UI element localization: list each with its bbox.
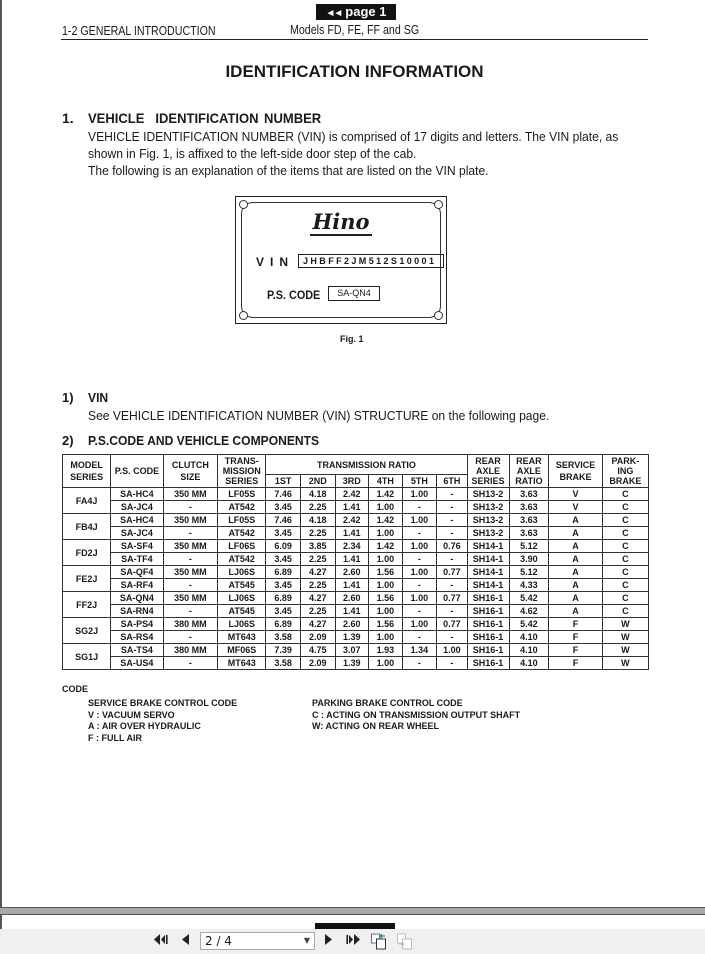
table-row (63, 631, 649, 644)
previous-view-button[interactable] (370, 933, 388, 950)
cell-ratio-2nd: 2.25 (300, 501, 335, 514)
legend-item: F : FULL AIR (88, 732, 142, 743)
cell-service-brake: V (549, 488, 602, 501)
cell-model-series: FF2J (63, 592, 111, 618)
vin-label: VIN (256, 255, 295, 269)
cell-ps-code: SA-US4 (111, 657, 163, 670)
cell-rear-axle-ratio: 3.63 (509, 514, 549, 527)
cell-service-brake: A (549, 540, 602, 553)
cell-ratio-5th: 1.00 (402, 566, 437, 579)
cell-ps-code: SA-HC4 (111, 514, 163, 527)
cell-ratio-3rd: 1.39 (335, 657, 369, 670)
cell-ps-code: SA-RS4 (111, 631, 163, 644)
cell-clutch-size: - (163, 553, 218, 566)
cell-transmission-series: AT542 (218, 501, 266, 514)
cell-parking-brake: W (602, 657, 648, 670)
table-row (63, 566, 649, 579)
cell-ps-code: SA-TS4 (111, 644, 163, 657)
cell-rear-axle-ratio: 5.12 (509, 566, 549, 579)
cell-ratio-6th: - (437, 605, 467, 618)
vin-value: JHBFF2JM512S10001 (298, 254, 444, 268)
cell-parking-brake: W (602, 644, 648, 657)
cell-ratio-6th: 0.76 (437, 540, 467, 553)
cell-ratio-6th: - (437, 579, 467, 592)
legend-item: W: ACTING ON REAR WHEEL (312, 721, 439, 731)
table-row (63, 514, 649, 527)
page-title: IDENTIFICATION INFORMATION (225, 62, 484, 81)
page-link-badge[interactable] (316, 4, 396, 20)
cell-ratio-1st: 3.58 (266, 631, 301, 644)
cell-rear-axle-series: SH16-1 (467, 631, 509, 644)
cell-rear-axle-series: SH16-1 (467, 592, 509, 605)
back-arrows-icon: ◄◄ (325, 8, 342, 19)
cell-ratio-4th: 1.00 (369, 527, 403, 540)
cell-service-brake: F (549, 657, 602, 670)
cell-transmission-series: LF06S (218, 540, 266, 553)
cell-ratio-5th: 1.00 (402, 488, 437, 501)
cell-ratio-6th: - (437, 631, 467, 644)
cell-model-series: FA4J (63, 488, 111, 514)
legend-item: A : AIR OVER HYDRAULIC (88, 721, 201, 731)
previous-view-icon (371, 933, 387, 950)
cell-ratio-3rd: 1.41 (335, 501, 369, 514)
cell-rear-axle-ratio: 3.63 (509, 488, 549, 501)
screw-hole-icon (434, 200, 443, 209)
table-row (63, 579, 649, 592)
cell-ratio-2nd: 4.27 (300, 566, 335, 579)
header-transmission-series: TRANS- MISSION SERIES (218, 455, 266, 488)
cell-ratio-1st: 6.89 (266, 618, 301, 631)
last-page-icon (346, 933, 360, 946)
cell-ratio-4th: 1.00 (369, 605, 403, 618)
cell-service-brake: F (549, 631, 602, 644)
legend-heading: SERVICE BRAKE CONTROL CODE (88, 698, 238, 708)
section-heading: VEHICLE IDENTIFICATION NUMBER (88, 110, 322, 126)
models-header: Models FD, FE, FF and SG (290, 22, 420, 37)
cell-rear-axle-ratio: 4.10 (509, 644, 549, 657)
cell-ratio-3rd: 1.41 (335, 553, 369, 566)
cell-ratio-5th: - (402, 501, 437, 514)
header-model-series: MODEL SERIES (63, 455, 111, 488)
cell-ratio-4th: 1.42 (369, 488, 403, 501)
cell-ratio-4th: 1.42 (369, 514, 403, 527)
cell-service-brake: A (549, 527, 602, 540)
cell-clutch-size: - (163, 631, 218, 644)
cell-rear-axle-ratio: 4.33 (509, 579, 549, 592)
components-table (62, 454, 649, 670)
header-rear-axle-ratio: REAR AXLE RATIO (509, 455, 549, 488)
cell-ratio-1st: 3.58 (266, 657, 301, 670)
table-row (63, 553, 649, 566)
header-gear: 1ST (266, 475, 301, 488)
first-page-button[interactable] (152, 933, 170, 950)
section-header: 1-2 GENERAL INTRODUCTION (62, 23, 216, 38)
cell-ratio-6th: 0.77 (437, 566, 467, 579)
cell-ratio-5th: - (402, 527, 437, 540)
table-row (63, 644, 649, 657)
cell-ratio-4th: 1.00 (369, 657, 403, 670)
cell-ps-code: SA-JC4 (111, 501, 163, 514)
cell-service-brake: F (549, 644, 602, 657)
cell-rear-axle-ratio: 4.10 (509, 631, 549, 644)
subsection-number: 1) (62, 390, 74, 405)
cell-ratio-4th: 1.00 (369, 501, 403, 514)
table-row (63, 592, 649, 605)
cell-ps-code: SA-TF4 (111, 553, 163, 566)
cell-ps-code: SA-PS4 (111, 618, 163, 631)
cell-service-brake: A (549, 605, 602, 618)
subsection-number: 2) (62, 433, 74, 448)
cell-ratio-6th: - (437, 553, 467, 566)
cell-ratio-3rd: 2.60 (335, 618, 369, 631)
cell-ratio-6th: - (437, 527, 467, 540)
cell-rear-axle-ratio: 4.10 (509, 657, 549, 670)
cell-clutch-size: 350 MM (163, 488, 218, 501)
page-number-value: 2 / 4 (205, 934, 232, 948)
cell-ratio-6th: - (437, 488, 467, 501)
table-row (63, 657, 649, 670)
cell-transmission-series: AT545 (218, 605, 266, 618)
cell-ratio-4th: 1.56 (369, 618, 403, 631)
cell-ps-code: SA-RF4 (111, 579, 163, 592)
first-page-icon (154, 933, 168, 946)
header-transmission-ratio: TRANSMISSION RATIO (266, 455, 467, 475)
cell-ratio-5th: 1.00 (402, 514, 437, 527)
cell-rear-axle-series: SH14-1 (467, 579, 509, 592)
cell-transmission-series: LF05S (218, 488, 266, 501)
cell-ratio-4th: 1.00 (369, 631, 403, 644)
cell-ratio-5th: 1.00 (402, 618, 437, 631)
ps-code-label: P.S. CODE (267, 288, 321, 302)
cell-clutch-size: 350 MM (163, 592, 218, 605)
cell-ratio-4th: 1.56 (369, 566, 403, 579)
cell-service-brake: A (549, 553, 602, 566)
header-parking-brake: PARK- ING BRAKE (602, 455, 648, 488)
cell-clutch-size: 380 MM (163, 618, 218, 631)
cell-service-brake: A (549, 566, 602, 579)
cell-ratio-2nd: 2.09 (300, 631, 335, 644)
cell-parking-brake: C (602, 488, 648, 501)
cell-parking-brake: C (602, 566, 648, 579)
cell-service-brake: A (549, 579, 602, 592)
cell-ratio-3rd: 3.07 (335, 644, 369, 657)
cell-service-brake: V (549, 501, 602, 514)
paragraph-line: VEHICLE IDENTIFICATION NUMBER (VIN) is comprised of 17 digits and letters. The VIN plate, as (88, 129, 619, 144)
cell-rear-axle-ratio: 4.62 (509, 605, 549, 618)
cell-rear-axle-ratio: 5.42 (509, 618, 549, 631)
cell-ratio-6th: - (437, 514, 467, 527)
cell-rear-axle-series: SH13-2 (467, 527, 509, 540)
cell-rear-axle-ratio: 5.12 (509, 540, 549, 553)
cell-transmission-series: AT542 (218, 527, 266, 540)
paragraph-line: shown in Fig. 1, is affixed to the left-side door step of the cab. (88, 146, 417, 161)
cell-parking-brake: C (602, 527, 648, 540)
cell-rear-axle-series: SH16-1 (467, 644, 509, 657)
pdf-navigation-toolbar (0, 929, 705, 954)
cell-rear-axle-series: SH16-1 (467, 657, 509, 670)
cell-ratio-2nd: 2.25 (300, 527, 335, 540)
header-rear-axle-series: REAR AXLE SERIES (467, 455, 509, 488)
cell-parking-brake: C (602, 605, 648, 618)
cell-ratio-2nd: 4.18 (300, 514, 335, 527)
legend-item: V : VACUUM SERVO (88, 709, 175, 720)
cell-clutch-size: - (163, 579, 218, 592)
cell-clutch-size: 380 MM (163, 644, 218, 657)
cell-parking-brake: C (602, 579, 648, 592)
cell-ratio-1st: 7.46 (266, 514, 301, 527)
table-row (63, 501, 649, 514)
cell-ratio-2nd: 2.09 (300, 657, 335, 670)
legend-heading: PARKING BRAKE CONTROL CODE (312, 698, 463, 708)
cell-ratio-2nd: 2.25 (300, 553, 335, 566)
cell-ratio-5th: 1.00 (402, 592, 437, 605)
screw-hole-icon (239, 200, 248, 209)
cell-rear-axle-series: SH16-1 (467, 605, 509, 618)
cell-ratio-1st: 3.45 (266, 605, 301, 618)
cell-clutch-size: - (163, 657, 218, 670)
cell-ratio-1st: 7.39 (266, 644, 301, 657)
table-row (63, 618, 649, 631)
cell-clutch-size: - (163, 501, 218, 514)
cell-parking-brake: C (602, 501, 648, 514)
cell-ratio-1st: 6.89 (266, 566, 301, 579)
subsection-heading: VIN (88, 390, 109, 405)
parking-brake-legend (312, 698, 520, 733)
cell-model-series: FB4J (63, 514, 111, 540)
cell-ratio-6th: - (437, 501, 467, 514)
cell-model-series: SG1J (63, 644, 111, 670)
screw-hole-icon (239, 311, 248, 320)
vin-plate-figure (235, 196, 447, 324)
cell-clutch-size: 350 MM (163, 566, 218, 579)
page-separator (0, 907, 705, 915)
cell-transmission-series: AT542 (218, 553, 266, 566)
cell-ratio-5th: 1.00 (402, 540, 437, 553)
cell-ratio-4th: 1.56 (369, 592, 403, 605)
cell-ratio-3rd: 1.41 (335, 579, 369, 592)
cell-transmission-series: AT545 (218, 579, 266, 592)
cell-ratio-4th: 1.00 (369, 553, 403, 566)
cell-parking-brake: C (602, 514, 648, 527)
cell-rear-axle-series: SH14-1 (467, 553, 509, 566)
cell-ps-code: SA-RN4 (111, 605, 163, 618)
header-gear: 5TH (402, 475, 437, 488)
cell-parking-brake: C (602, 592, 648, 605)
cell-ps-code: SA-QF4 (111, 566, 163, 579)
cell-ratio-3rd: 2.60 (335, 566, 369, 579)
screw-hole-icon (434, 311, 443, 320)
cell-ratio-1st: 6.09 (266, 540, 301, 553)
next-view-button[interactable] (396, 933, 414, 950)
cell-transmission-series: LF05S (218, 514, 266, 527)
table-row (63, 605, 649, 618)
header-gear: 3RD (335, 475, 369, 488)
paragraph-line: The following is an explanation of the items that are listed on the VIN plate. (88, 163, 489, 178)
cell-clutch-size: 350 MM (163, 540, 218, 553)
service-brake-legend (88, 698, 237, 744)
cell-ratio-1st: 3.45 (266, 501, 301, 514)
cell-clutch-size: - (163, 605, 218, 618)
cell-model-series: FE2J (63, 566, 111, 592)
cell-ratio-5th: - (402, 579, 437, 592)
cell-ps-code: SA-HC4 (111, 488, 163, 501)
header-gear: 2ND (300, 475, 335, 488)
prev-page-button[interactable] (178, 933, 192, 950)
cell-ratio-3rd: 2.42 (335, 488, 369, 501)
cell-rear-axle-series: SH13-2 (467, 501, 509, 514)
legend-item: C : ACTING ON TRANSMISSION OUTPUT SHAFT (312, 709, 521, 720)
cell-service-brake: A (549, 514, 602, 527)
ps-code-value: SA-QN4 (328, 286, 380, 301)
cell-ratio-5th: 1.34 (402, 644, 437, 657)
cell-ps-code: SA-SF4 (111, 540, 163, 553)
cell-ratio-3rd: 2.60 (335, 592, 369, 605)
cell-ratio-5th: - (402, 657, 437, 670)
cell-ratio-3rd: 1.39 (335, 631, 369, 644)
table-row (63, 527, 649, 540)
next-page-button[interactable] (321, 933, 335, 950)
header-ps-code: P.S. CODE (111, 455, 163, 488)
hino-logo: Hino (312, 209, 370, 234)
cell-ps-code: SA-JC4 (111, 527, 163, 540)
cell-ratio-5th: - (402, 605, 437, 618)
cell-rear-axle-ratio: 3.90 (509, 553, 549, 566)
page-link-label: page 1 (345, 4, 387, 19)
next-view-icon (397, 933, 413, 950)
cell-parking-brake: C (602, 553, 648, 566)
cell-rear-axle-series: SH13-2 (467, 514, 509, 527)
cell-ratio-6th: 0.77 (437, 592, 467, 605)
cell-ratio-1st: 3.45 (266, 553, 301, 566)
cell-ratio-4th: 1.00 (369, 579, 403, 592)
cell-ratio-1st: 3.45 (266, 579, 301, 592)
cell-ratio-5th: - (402, 553, 437, 566)
cell-rear-axle-ratio: 3.63 (509, 527, 549, 540)
cell-transmission-series: MT643 (218, 631, 266, 644)
header-clutch-size: CLUTCH SIZE (163, 455, 218, 488)
cell-ratio-6th: 0.77 (437, 618, 467, 631)
next-page-top (0, 915, 705, 929)
cell-ratio-6th: - (437, 657, 467, 670)
cell-parking-brake: W (602, 631, 648, 644)
table-row (63, 540, 649, 553)
header-gear: 6TH (437, 475, 467, 488)
cell-ratio-4th: 1.42 (369, 540, 403, 553)
next-page-icon (324, 933, 333, 946)
last-page-button[interactable] (344, 933, 362, 950)
cell-rear-axle-series: SH14-1 (467, 566, 509, 579)
cell-ratio-2nd: 4.27 (300, 592, 335, 605)
cell-clutch-size: 350 MM (163, 514, 218, 527)
page-number-select[interactable] (200, 932, 315, 950)
figure-caption: Fig. 1 (340, 334, 364, 344)
cell-ratio-6th: 1.00 (437, 644, 467, 657)
cell-transmission-series: LJ06S (218, 618, 266, 631)
cell-ratio-3rd: 1.41 (335, 605, 369, 618)
cell-clutch-size: - (163, 527, 218, 540)
subsection-text: See VEHICLE IDENTIFICATION NUMBER (VIN) STRUCTURE on the following page. (88, 408, 550, 423)
header-service-brake: SERVICE BRAKE (549, 455, 602, 488)
cell-rear-axle-ratio: 5.42 (509, 592, 549, 605)
cell-ratio-4th: 1.93 (369, 644, 403, 657)
cell-ratio-2nd: 2.25 (300, 579, 335, 592)
table-row (63, 488, 649, 501)
cell-service-brake: F (549, 618, 602, 631)
cell-rear-axle-series: SH13-2 (467, 488, 509, 501)
cell-rear-axle-series: SH16-1 (467, 618, 509, 631)
cell-ratio-1st: 6.89 (266, 592, 301, 605)
cell-ratio-3rd: 1.41 (335, 527, 369, 540)
cell-transmission-series: LJ06S (218, 592, 266, 605)
cell-model-series: SG2J (63, 618, 111, 644)
cell-transmission-series: MF06S (218, 644, 266, 657)
cell-parking-brake: C (602, 540, 648, 553)
header-gear: 4TH (369, 475, 403, 488)
cell-ps-code: SA-QN4 (111, 592, 163, 605)
cell-transmission-series: LJ06S (218, 566, 266, 579)
cell-service-brake: A (549, 592, 602, 605)
cell-transmission-series: MT643 (218, 657, 266, 670)
cell-rear-axle-series: SH14-1 (467, 540, 509, 553)
cell-ratio-2nd: 3.85 (300, 540, 335, 553)
cell-ratio-1st: 3.45 (266, 527, 301, 540)
cell-ratio-2nd: 4.75 (300, 644, 335, 657)
cell-ratio-2nd: 4.18 (300, 488, 335, 501)
cell-parking-brake: W (602, 618, 648, 631)
cell-ratio-2nd: 2.25 (300, 605, 335, 618)
code-legend-title: CODE (62, 684, 89, 694)
section-number: 1. (62, 110, 74, 126)
cell-ratio-2nd: 4.27 (300, 618, 335, 631)
dropdown-caret-icon: ▼ (303, 936, 310, 945)
cell-rear-axle-ratio: 3.63 (509, 501, 549, 514)
subsection-heading: P.S.CODE AND VEHICLE COMPONENTS (88, 433, 320, 448)
cell-ratio-5th: - (402, 631, 437, 644)
header-rule (61, 39, 648, 40)
cell-ratio-3rd: 2.34 (335, 540, 369, 553)
prev-page-icon (181, 933, 190, 946)
cell-ratio-3rd: 2.42 (335, 514, 369, 527)
cell-model-series: FD2J (63, 540, 111, 566)
cell-ratio-1st: 7.46 (266, 488, 301, 501)
